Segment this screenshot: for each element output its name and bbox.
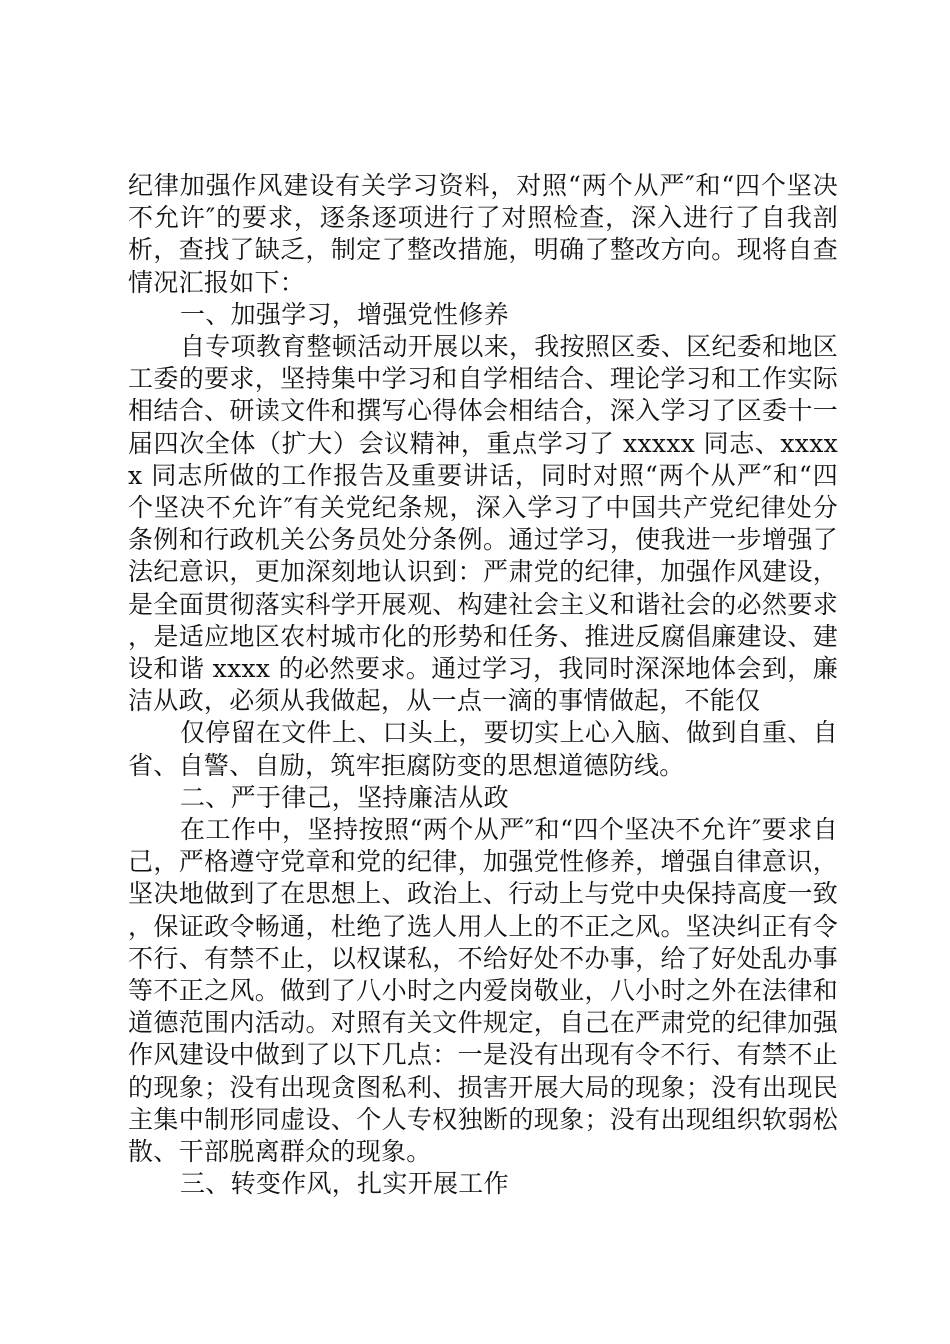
paragraph-study: 自专项教育整顿活动开展以来，我按照区委、区纪委和地区工委的要求，坚持集中学习和自学相结合、理论学习和工作实际相结合、研读文件和撰写心得体会相结合，深入学习了区委十一届四次全体（扩大）会议精神，重点学习了 xxxxx 同志、xxxxx 同志所做的工作报告及重要讲话，同时对照“两个从严″和“四个坚决不允许″有关党纪条规，深入学习了中国共产党纪律处分条例和行政机关公务员处分条例。通过学习，使我进一步增强了法纪意识，更加深刻地认识到：严肃党的纪律，加强作风建设，是全面贯彻落实科学开展观、构建社会主义和谐社会的必然要求，是适应地区农村城市化的形势和任务、推进反腐倡廉建设、建设和谐 xxxx 的必然要求。通过学习，我同时深深地体会到，廉洁从政，必须从我做起，从一点一滴的事情做起，不能仅 <box>128 332 838 716</box>
paragraph-study-continued: 仅停留在文件上、口头上，要切实上心入脑、做到自重、自省、自警、自励，筑牢拒腐防变的思想道德防线。 <box>128 718 838 780</box>
section-heading-1: 一、加强学习，增强党性修养 <box>180 299 509 329</box>
document-body <box>128 170 838 1201</box>
paragraph-discipline: 在工作中，坚持按照“两个从严″和“四个坚决不允许″要求自己，严格遵守党章和党的纪律，加强党性修养，增强自律意识，坚决地做到了在思想上、政治上、行动上与党中央保持高度一致，保证政令畅通，杜绝了选人用人上的不正之风。坚决纠正有令不行、有禁不止，以权谋私，不给好处不办事，给了好处乱办事等不正之风。做到了八小时之内爱岗敬业，八小时之外在法律和道德范围内活动。对照有关文件规定，自己在严肃党的纪律加强作风建设中做到了以下几点：一是没有出现有令不行、有禁不止的现象；没有出现贪图私利、损害开展大局的现象；没有出现民主集中制形同虚设、个人专权独断的现象；没有出现组织软弱松散、干部脱离群众的现象。 <box>128 815 838 1167</box>
section-heading-2: 二、严于律己，坚持廉洁从政 <box>180 782 509 812</box>
section-heading-3: 三、转变作风，扎实开展工作 <box>180 1169 509 1199</box>
paragraph-intro: 纪律加强作风建设有关学习资料，对照“两个从严″和“四个坚决不允许″的要求，逐条逐项进行了对照检查，深入进行了自我剖析，查找了缺乏，制定了整改措施，明确了整改方向。现将自查情况汇报如下： <box>128 171 838 297</box>
